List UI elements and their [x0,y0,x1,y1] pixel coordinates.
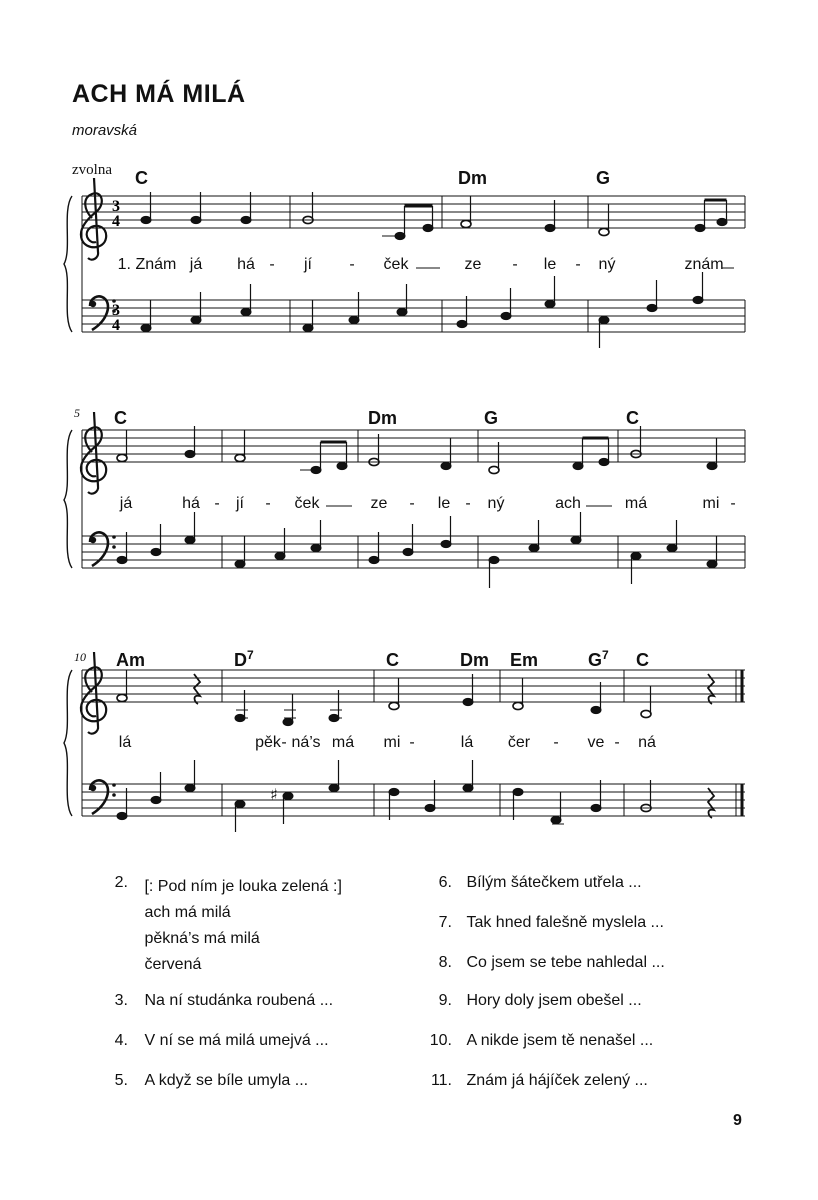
lyric-syllable: ach [555,495,581,512]
chord-label: Am [116,650,146,670]
system-2-notes [117,426,717,588]
verse-text: Co jsem se tebe nahledal ... [466,954,665,971]
measure-number: 10 [74,650,86,664]
chord-label: C [626,408,639,428]
verse-text: Bílým šátečkem utřela ... [466,874,642,891]
song-subtitle: moravská [72,122,138,139]
page-number: 9 [733,1112,742,1129]
lyric-hyphen: - [349,256,355,273]
lyric-hyphen: - [730,495,736,512]
chord-label: $D^7$ [234,648,254,670]
chord-label: C [636,650,649,670]
chord-label: $G^7$ [588,648,609,670]
verse-8 [418,954,665,972]
lyric-syllable: lá [460,734,474,751]
chord-label: C [135,168,148,188]
lyric-hyphen: - [409,495,415,512]
measure-number: 5 [74,406,80,420]
verse-number: 10. [429,1032,452,1049]
lyric-syllable: ná [638,734,656,751]
lyric-syllable: ná’s [291,734,321,751]
verse-text: A když se bíle umyla ... [144,1072,309,1089]
verse-text [144,874,341,978]
system-1-staves [82,196,745,332]
verse-number: 3. [114,992,128,1009]
lyric-syllable: znám [684,256,724,273]
verse-number: 9. [438,992,452,1009]
lyric-syllable: jí [236,495,244,512]
lyric-syllable: mi [702,495,720,512]
verse-5 [104,1072,308,1090]
chord-label: G [596,168,611,188]
lyric-syllable: 1. Znám [117,256,177,273]
verse-10 [418,1032,653,1050]
lyric-syllable: ček [294,495,320,512]
svg-text:4: 4 [112,317,120,334]
lyric-syllable: má [331,734,355,751]
verse-text: V ní se má milá umejvá ... [144,1032,329,1049]
lyric-hyphen: - [409,734,415,751]
chord-label: C [114,408,127,428]
verse-2 [104,874,342,978]
lyric-syllable: ve [587,734,605,751]
system-2-staves [82,430,745,568]
verse-number: 2. [114,874,128,891]
lyric-hyphen: - [281,734,287,751]
verse-text: Tak hned falešně myslela ... [466,914,664,931]
verse-line: pěkná’s má milá [144,930,260,947]
verse-9 [418,992,642,1010]
svg-text:3: 3 [112,198,120,215]
chord-label: C [386,650,399,670]
lyric-syllable: ze [370,495,388,512]
system-3-staves [82,670,745,816]
lyric-hyphen: - [465,495,471,512]
chord-label: Dm [458,168,488,188]
lyric-syllable: lá [118,734,132,751]
verse-number: 5. [114,1072,128,1089]
song-title: ACH MÁ MILÁ [72,80,246,108]
lyric-hyphen: - [553,734,559,751]
lyric-syllable: ný [487,495,505,512]
lyric-syllable: le [437,495,451,512]
verse-11 [418,1072,648,1090]
verse-7 [418,914,664,932]
verse-text: Znám já hájíček zelený ... [466,1072,648,1089]
verse-line: červená [144,956,202,973]
verse-3 [104,992,333,1010]
lyric-hyphen: - [214,495,220,512]
verse-6 [418,874,642,892]
verse-line: ach má milá [144,904,231,921]
svg-text:♯: ♯ [270,785,278,804]
lyric-syllable: ček [383,256,409,273]
chord-label: Dm [460,650,490,670]
lyric-syllable: mi [383,734,401,751]
lyric-syllable: le [543,256,557,273]
tempo-marking: zvolna [72,162,112,178]
lyric-syllable: jí [304,256,312,273]
lyric-syllable: ný [598,256,616,273]
lyric-hyphen: - [575,256,581,273]
lyric-syllable: ze [464,256,482,273]
verse-number: 6. [438,874,452,891]
lyric-hyphen: - [265,495,271,512]
chord-label: Dm [368,408,398,428]
lyric-syllable: há [182,495,200,512]
lyric-syllable: čer [507,734,531,751]
lyric-hyphen: - [269,256,275,273]
verse-4 [104,1032,329,1050]
lyric-syllable: já [189,256,203,273]
lyric-syllable: já [119,495,133,512]
verse-number: 11. [430,1072,452,1089]
system-1-notes [141,192,727,348]
chord-label: Em [510,650,539,670]
svg-text:4: 4 [112,213,120,230]
verse-number: 8. [438,954,452,971]
verse-number: 7. [438,914,452,931]
svg-text:3: 3 [112,302,120,319]
lyric-hyphen: - [614,734,620,751]
verse-text: Na ní studánka roubená ... [144,992,334,1009]
verse-line: [: Pod ním je louka zelená :] [144,878,342,895]
verse-number: 4. [114,1032,128,1049]
verse-text: A nikde jsem tě nenašel ... [466,1032,654,1049]
lyric-syllable: má [624,495,648,512]
chord-label: G [484,408,499,428]
lyric-hyphen: - [512,256,518,273]
lyric-syllable: há [237,256,255,273]
lyric-syllable: pěk [255,734,281,751]
verse-text: Hory doly jsem obešel ... [466,992,642,1009]
